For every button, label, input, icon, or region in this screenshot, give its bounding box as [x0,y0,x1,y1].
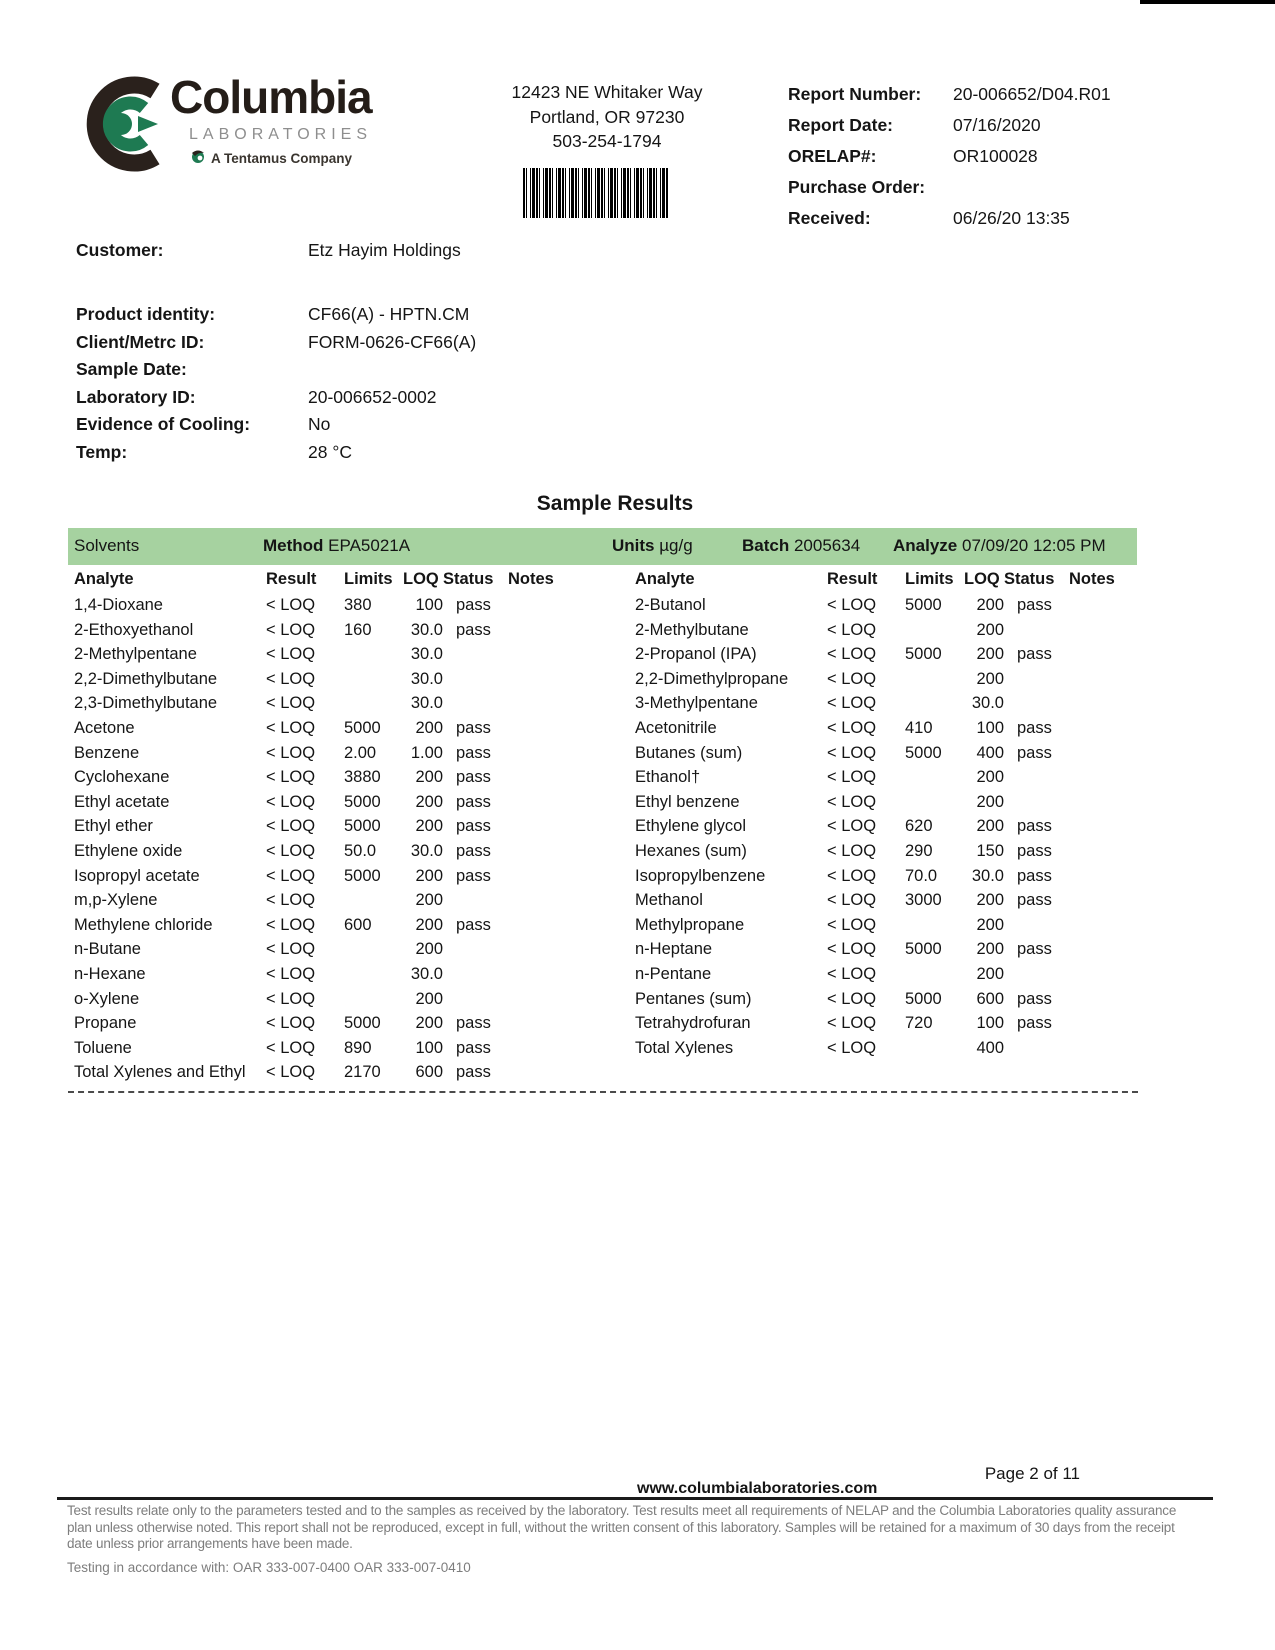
info-row [76,240,676,268]
analyte-cell: 2-Butanol [635,596,706,614]
limits-cell: 5000 [905,645,942,664]
result-cell: < LOQ [266,841,316,860]
limits-cell: 5000 [344,866,381,885]
loq-cell: 200 [976,792,1004,811]
loq-cell: 30.0 [410,841,443,860]
info-label: Client/Metrc ID: [76,331,205,352]
table-row [74,867,574,892]
table-row [635,768,1137,793]
limits-cell: 5000 [905,596,942,614]
barcode-image [523,168,669,218]
column-header-loq: LOQ [403,570,439,588]
status-cell: pass [456,792,491,811]
loq-cell: 200 [976,915,1004,934]
table-row [74,1063,574,1088]
analyte-cell: Isopropylbenzene [635,866,766,885]
table-row [635,1039,1137,1064]
status-cell: pass [1017,940,1052,959]
info-row [788,208,1188,239]
status-cell: pass [456,1063,491,1082]
analyte-cell: Total Xylenes and Ethyl [74,1063,246,1082]
column-header-analyte: Analyte [635,570,695,588]
result-cell: < LOQ [266,915,316,934]
loq-cell: 200 [976,645,1004,664]
table-row [635,817,1137,842]
loq-cell: 200 [976,669,1004,688]
limits-cell: 2.00 [344,743,377,762]
analyte-cell: Total Xylenes [635,1038,734,1057]
batch-value: 2005634 [793,536,861,555]
scan-artifact-strip [1140,0,1275,4]
result-cell: < LOQ [266,891,316,910]
status-cell: pass [1017,891,1052,910]
address-line2: Portland, OR 97230 [529,106,685,127]
results-table-right [635,570,1137,1063]
loq-cell: 600 [976,989,1004,1008]
info-row [76,387,716,415]
result-cell: < LOQ [266,1038,316,1057]
info-label: Evidence of Cooling: [76,414,251,435]
column-header-analyte: Analyte [74,570,134,588]
limits-cell: 5000 [344,817,381,836]
info-row [788,146,1188,177]
analyte-cell: 1,4-Dioxane [74,596,163,614]
limits-cell: 3880 [344,768,381,787]
column-header-status: Status [443,570,494,588]
result-cell: < LOQ [827,891,877,910]
status-cell: pass [1017,866,1052,885]
table-row [74,694,574,719]
limits-cell: 3000 [905,891,942,910]
info-row [788,115,1188,146]
info-label: Laboratory ID: [76,386,196,407]
loq-cell: 400 [976,1038,1004,1057]
table-row [74,670,574,695]
table-row [74,940,574,965]
info-value: OR100028 [953,146,1038,166]
loq-cell: 400 [976,743,1004,762]
limits-cell: 890 [344,1038,372,1057]
analyte-cell: Methylene chloride [74,915,213,934]
table-row [635,793,1137,818]
status-cell: pass [456,718,491,737]
status-cell: pass [456,1038,491,1057]
status-cell: pass [1017,596,1052,614]
loq-cell: 30.0 [971,694,1004,713]
limits-cell: 620 [905,817,933,836]
loq-cell: 200 [976,596,1004,614]
result-cell: < LOQ [827,669,877,688]
table-row [74,719,574,744]
result-cell: < LOQ [827,915,877,934]
limits-cell: 410 [905,718,933,737]
result-cell: < LOQ [266,694,316,713]
result-cell: < LOQ [266,1063,316,1082]
analyte-cell: 3-Methylpentane [635,694,758,713]
table-row [635,940,1137,965]
info-label: Sample Date: [76,359,187,380]
status-cell: pass [1017,817,1052,836]
loq-cell: 30.0 [410,620,443,639]
loq-cell: 200 [976,964,1004,983]
column-header-result: Result [827,570,878,588]
table-row [74,744,574,769]
result-cell: < LOQ [266,718,316,737]
accordance-text: Testing in accordance with: OAR 333-007-0400 OAR 333-007-0410 [67,1560,471,1575]
loq-cell: 200 [415,718,443,737]
table-row [74,645,574,670]
result-cell: < LOQ [827,743,877,762]
analyte-cell: n-Butane [74,940,141,959]
table-row [74,842,574,867]
loq-cell: 600 [415,1063,443,1082]
analyte-cell: Butanes (sum) [635,743,743,762]
analyte-cell: n-Heptane [635,940,713,959]
analyte-cell: 2-Propanol (IPA) [635,645,757,664]
table-row [635,1014,1137,1039]
column-header-result: Result [266,570,317,588]
loq-cell: 200 [976,817,1004,836]
lab-address [455,80,759,154]
limits-cell: 290 [905,841,933,860]
result-cell: < LOQ [827,620,877,639]
table-row [635,670,1137,695]
analyze-label: Analyze [893,536,958,555]
status-cell: pass [456,596,491,614]
units-label: Units [612,536,655,555]
table-row [635,719,1137,744]
tentamus-text: A Tentamus Company [211,151,353,166]
loq-cell: 30.0 [971,866,1004,885]
loq-cell: 200 [415,891,443,910]
analyte-cell: Ethyl benzene [635,792,740,811]
table-row [635,965,1137,990]
analyte-cell: 2-Methylpentane [74,645,197,664]
table-row [635,842,1137,867]
table-row [74,916,574,941]
website-url: www.columbialaboratories.com [637,1480,878,1497]
analyte-cell: 2-Ethoxyethanol [74,620,194,639]
limits-cell: 5000 [905,989,942,1008]
loq-cell: 200 [976,620,1004,639]
analyte-cell: Cyclohexane [74,768,170,787]
result-cell: < LOQ [266,645,316,664]
limits-cell: 160 [344,620,372,639]
table-header [74,570,574,596]
analyte-cell: 2-Methylbutane [635,620,749,639]
info-row [76,442,716,470]
status-cell: pass [1017,743,1052,762]
result-cell: < LOQ [266,964,316,983]
limits-cell: 5000 [344,792,381,811]
limits-cell: 50.0 [344,841,377,860]
loq-cell: 30.0 [410,694,443,713]
result-cell: < LOQ [827,940,877,959]
result-cell: < LOQ [827,1014,877,1033]
units-field [612,536,693,556]
analyte-cell: Ethylene oxide [74,841,183,860]
info-value: FORM-0626-CF66(A) [308,331,477,352]
table-row [635,744,1137,769]
column-header-limits: Limits [905,570,954,588]
report-info-block [788,84,1188,239]
analyte-cell: Benzene [74,743,140,762]
info-value: 28 °C [308,441,352,462]
table-row [635,990,1137,1015]
info-row [788,177,1188,208]
result-cell: < LOQ [266,768,316,787]
status-cell: pass [1017,841,1052,860]
status-cell: pass [456,768,491,787]
section-name: Solvents [74,536,140,555]
info-row [76,359,716,387]
analyte-cell: o-Xylene [74,989,140,1008]
table-row [74,817,574,842]
customer-block [76,240,676,268]
limits-cell: 5000 [344,1014,381,1033]
info-label: Received: [788,208,871,228]
result-cell: < LOQ [827,792,877,811]
loq-cell: 200 [415,792,443,811]
result-cell: < LOQ [266,743,316,762]
status-cell: pass [456,841,491,860]
column-header-status: Status [1004,570,1055,588]
table-row [635,916,1137,941]
limits-cell: 2170 [344,1063,381,1082]
status-cell: pass [1017,645,1052,664]
table-row [74,1039,574,1064]
info-label: Report Number: [788,84,922,104]
table-row [74,621,574,646]
analyte-cell: 2,2-Dimethylpropane [635,669,789,688]
info-value: 20-006652-0002 [308,386,437,407]
result-cell: < LOQ [827,964,877,983]
info-label: Report Date: [788,115,894,135]
result-cell: < LOQ [827,645,877,664]
info-label: Product identity: [76,304,216,324]
info-row [788,84,1188,115]
info-label: ORELAP#: [788,146,877,166]
table-body [635,596,1137,1063]
limits-cell: 5000 [905,743,942,762]
analyte-cell: Hexanes (sum) [635,841,747,860]
result-cell: < LOQ [827,1038,877,1057]
table-body [74,596,574,1088]
status-cell: pass [456,817,491,836]
info-value: 06/26/20 13:35 [953,208,1070,228]
table-row [635,694,1137,719]
limits-cell: 5000 [905,940,942,959]
table-row [74,793,574,818]
analyte-cell: Pentanes (sum) [635,989,752,1008]
table-row [74,768,574,793]
solvents-section-band [68,528,1137,565]
sample-info-block [76,304,716,470]
status-cell: pass [456,743,491,762]
info-label: Purchase Order: [788,177,926,197]
table-row [74,596,574,621]
results-title: Sample Results [536,492,694,515]
loq-cell: 30.0 [410,964,443,983]
table-row [635,645,1137,670]
disclaimer-text: Test results relate only to the parameters tested and to the samples as received by the laboratory. Test results meet all requirements of NELAP and the Columbia Laboratories quality assurance plan unless otherwise noted. This report shall not be reproduced, except in full, without the written consent of this laboratory. Samples will be retained for a maximum of 30 days from the receipt date unless prior arrangements have been made. [67,1503,1177,1552]
loq-cell: 200 [415,768,443,787]
method-label: Method [263,536,324,555]
units-value: µg/g [659,536,693,555]
result-cell: < LOQ [827,989,877,1008]
result-cell: < LOQ [827,718,877,737]
method-value: EPA5021A [328,536,411,555]
result-cell: < LOQ [827,841,877,860]
loq-cell: 30.0 [410,669,443,688]
result-cell: < LOQ [266,1014,316,1033]
analyze-field [893,536,1106,556]
column-header-notes: Notes [508,570,554,588]
loq-cell: 30.0 [410,645,443,664]
table-row [74,1014,574,1039]
result-cell: < LOQ [266,669,316,688]
analyte-cell: Ethylene glycol [635,817,746,836]
result-cell: < LOQ [827,866,877,885]
brand-name: Columbia [170,71,372,123]
analyte-cell: Isopropyl acetate [74,866,200,885]
table-row [74,965,574,990]
address-line3: 503-254-1794 [552,131,662,151]
info-value: 07/16/2020 [953,115,1041,135]
limits-cell: 5000 [344,718,381,737]
column-header-loq: LOQ [964,570,1000,588]
analyte-cell: Tetrahydrofuran [635,1014,751,1033]
analyte-cell: 2,3-Dimethylbutane [74,694,218,713]
batch-label: Batch [742,536,790,555]
analyte-cell: Methylpropane [635,915,745,934]
status-cell: pass [1017,1014,1052,1033]
loq-cell: 200 [415,866,443,885]
result-cell: < LOQ [827,596,877,614]
info-row [76,304,716,332]
column-header-limits: Limits [344,570,393,588]
brand-subtitle: LABORATORIES [189,126,372,143]
analyte-cell: m,p-Xylene [74,891,158,910]
result-cell: < LOQ [266,940,316,959]
limits-cell: 380 [344,596,372,614]
analyte-cell: n-Hexane [74,964,146,983]
results-table-left [74,570,574,1088]
columbia-c-logo-icon [78,72,172,176]
loq-cell: 200 [976,891,1004,910]
loq-cell: 100 [415,1038,443,1057]
limits-cell: 600 [344,915,372,934]
address-line1: 12423 NE Whitaker Way [511,82,703,102]
result-cell: < LOQ [266,620,316,639]
tentamus-leaf-icon [190,148,206,169]
loq-cell: 200 [976,768,1004,787]
table-row [635,596,1137,621]
info-value: 20-006652/D04.R01 [953,84,1111,104]
info-value: No [308,414,331,435]
result-cell: < LOQ [827,768,877,787]
analyte-cell: Ethanol† [635,768,701,787]
loq-cell: 200 [976,940,1004,959]
table-row [635,891,1137,916]
analyte-cell: Methanol [635,891,703,910]
result-cell: < LOQ [827,694,877,713]
limits-cell: 70.0 [905,866,938,885]
limits-cell: 720 [905,1014,933,1033]
status-cell: pass [456,866,491,885]
analyte-cell: Propane [74,1014,137,1033]
result-cell: < LOQ [266,817,316,836]
loq-cell: 200 [415,817,443,836]
status-cell: pass [456,915,491,934]
loq-cell: 150 [976,841,1004,860]
loq-cell: 100 [976,718,1004,737]
method-field [263,536,410,556]
loq-cell: 100 [976,1014,1004,1033]
page-number: Page 2 of 11 [984,1464,1080,1483]
analyte-cell: Ethyl ether [74,817,153,836]
loq-cell: 200 [415,940,443,959]
batch-field [742,536,860,556]
loq-cell: 200 [415,915,443,934]
info-row [76,414,716,442]
info-label: Temp: [76,441,128,462]
result-cell: < LOQ [266,792,316,811]
info-value: CF66(A) - HPTN.CM [308,304,470,324]
analyte-cell: Toluene [74,1038,132,1057]
table-row [635,867,1137,892]
status-cell: pass [456,620,491,639]
result-cell: < LOQ [266,596,316,614]
column-header-notes: Notes [1069,570,1115,588]
table-row [74,891,574,916]
result-cell: < LOQ [266,866,316,885]
analyte-cell: Acetonitrile [635,718,717,737]
loq-cell: 200 [415,989,443,1008]
info-label: Customer: [76,240,164,260]
info-value: Etz Hayim Holdings [308,240,461,260]
result-cell: < LOQ [266,989,316,1008]
status-cell: pass [456,1014,491,1033]
analyte-cell: Acetone [74,718,135,737]
analyte-cell: n-Pentane [635,964,712,983]
status-cell: pass [1017,718,1052,737]
table-end-dashed-separator [68,1091,1138,1093]
analyze-value: 07/09/20 12:05 PM [961,536,1106,555]
table-header [635,570,1137,596]
footer-divider [57,1497,1213,1500]
loq-cell: 1.00 [410,743,443,762]
info-row [76,332,716,360]
loq-cell: 100 [415,596,443,614]
analyte-cell: 2,2-Dimethylbutane [74,669,218,688]
loq-cell: 200 [415,1014,443,1033]
table-row [74,990,574,1015]
table-row [635,621,1137,646]
tentamus-tagline [190,148,352,169]
analyte-cell: Ethyl acetate [74,792,170,811]
status-cell: pass [1017,989,1052,1008]
result-cell: < LOQ [827,817,877,836]
